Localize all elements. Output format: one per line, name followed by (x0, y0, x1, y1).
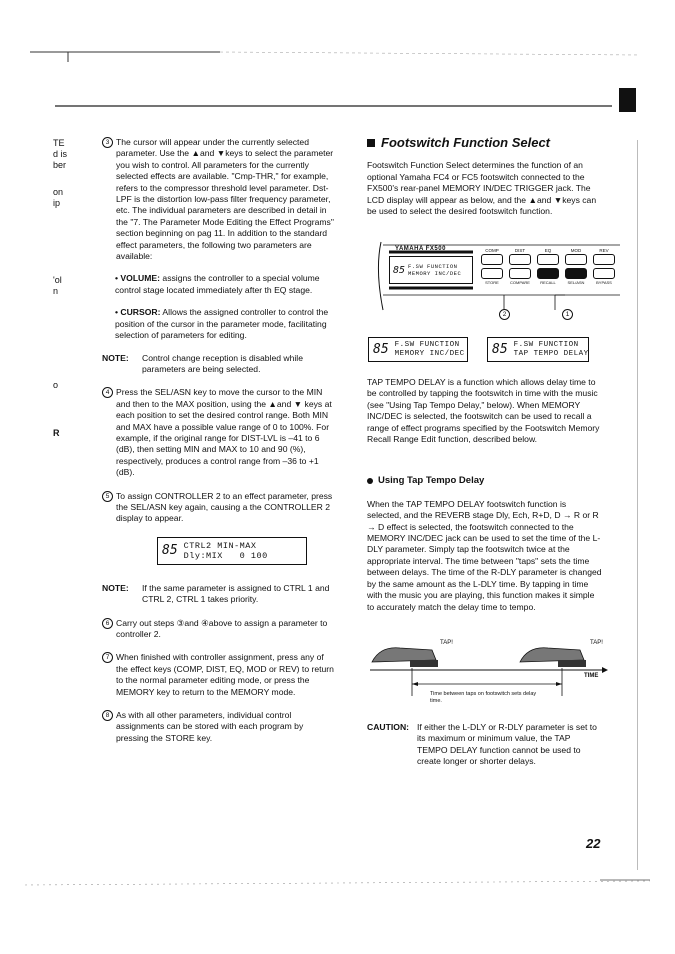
key-store[interactable] (481, 268, 503, 285)
key-rev[interactable] (593, 248, 615, 265)
page-number: 22 (586, 836, 601, 851)
bullet-dot-icon (367, 478, 373, 484)
lcd-line-2: MEMORY INC/DEC (394, 349, 465, 358)
right-margin-line (637, 140, 638, 870)
margin-text: TE d is ber (53, 138, 68, 170)
lcd-program-number: 85 (373, 342, 389, 357)
key-comp[interactable] (481, 248, 503, 265)
key-label: COMPARE (510, 280, 530, 285)
step-text: When finished with controller assignment, press any of the effect keys (COMP, DIST, EQ, MOD or REV) to return to the normal parameter editing mode, or press the MEMORY key to return to the MEMORY mode. (116, 652, 334, 697)
key-label: DIST (514, 248, 526, 253)
footswitch-graphics (370, 640, 610, 720)
subheading-text: Using Tap Tempo Delay (378, 475, 485, 487)
heading-text: Footswitch Function Select (381, 135, 551, 150)
step-7 (102, 652, 334, 698)
key-label: STORE (485, 280, 499, 285)
key-sel-asn[interactable] (565, 268, 587, 285)
step-text: The cursor will appear under the currently selected parameter. Use the ▲and ▼keys to select the parameter you wish to control. All parameters for the currently selected effects are available. "Cmp-THR," for example, refers to the compressor threshold level parameter. Dst-LPF is the distortion low-pass filter frequency parameter, etc. The individual parameters are described in detail in the "7. The Parameter Mode Editing the Effect Programs" section beginning on pag 11. In addition to the standard effect parameters, the following two parameters are available: (116, 137, 334, 262)
caution (367, 722, 602, 768)
margin-text: 'ol n (53, 275, 62, 296)
lcd-line-2: TAP TEMPO DELAY (513, 349, 589, 358)
caution-label: CAUTION: (367, 722, 410, 732)
lcd-line-2: Dly:MIX 0 100 (183, 550, 268, 561)
lcd-line-1: CTRL2 MIN-MAX (183, 540, 257, 551)
panel-lcd-number: 85 (393, 264, 406, 276)
effect-keys (481, 248, 621, 265)
key-bypass[interactable] (593, 268, 615, 285)
step-number: 8 (102, 710, 113, 721)
tap-text: TAP TEMPO DELAY is a function which allows delay time to be controlled by tapping the footswitch in time with the music (see "Using Tap Tempo Delay," below). When MEMORY INC/DEC is selected, the footswitch can be used to recall a range of effect programs specified by the Footswitch Memory Recall Range Edit function, described below. (367, 377, 600, 445)
lcd-program-number: 85 (162, 542, 178, 558)
panel-lcd-line-2: MEMORY INC/DEC (408, 270, 462, 277)
brand-logo: YAMAHA FX500 (395, 246, 446, 252)
tap-label-1: TAP! (440, 640, 453, 646)
thumb-tab (619, 88, 636, 112)
lcd-memory-inc-dec (368, 337, 468, 362)
key-label: COMP (485, 248, 499, 253)
tap-diagram (370, 640, 610, 720)
using-text: When the TAP TEMPO DELAY footswitch function is selected, and the REVERB stage Dly, Ech, R+D, D → R or R → D effect is selected, the footswitch connected to the MEMORY INC/DEC jack can be used to set the time of the L-DLY parameter. Simply tap the footswitch twice at the appropriate interval. The time between "taps" sets the time between delays. The time of the R-DLY parameter is changed by the same amount as the L-DLY time. By tapping in time with the music you are playing, this function makes it simple to accurately match the delay time to tempo. (367, 498, 602, 612)
header-rule (0, 0, 675, 120)
caution-text: If either the L-DLY or R-DLY parameter is set to its maximum or minimum value, the TAP TEMPO DELAY function cannot be used to create longer or shorter delays. (417, 722, 597, 767)
key-label: REV (599, 248, 609, 253)
step-8 (102, 710, 334, 744)
lcd-ctrl2 (157, 537, 307, 565)
lcd-program-number: 85 (492, 342, 508, 357)
note-label: NOTE: (102, 352, 129, 363)
step-text: To assign CONTROLLER 2 to an effect parameter, press the SEL/ASN key again, causing a the CONTROLLER 2 display to appear. (116, 490, 333, 524)
margin-text: R (53, 428, 60, 438)
key-label: SEL/ASN (567, 280, 585, 285)
step-3 (102, 137, 334, 262)
note-2 (102, 583, 334, 606)
cursor-label: • CURSOR: (115, 307, 161, 318)
callout-1: 1 (562, 309, 573, 320)
subheading (367, 475, 602, 486)
step-text: Carry out steps ③and ④above to assign a parameter to controller 2. (116, 617, 328, 639)
tap-label-2: TAP! (590, 640, 603, 646)
key-label: EQ (544, 248, 552, 253)
fx500-panel (375, 240, 625, 320)
cursor-text: Allows the assigned controller to control the position of the cursor in the parameter mode, facilitating selection of parameters for editing. (115, 307, 329, 341)
volume-text: assigns the controller to a special volume control stage located immediately after th EQ stage. (115, 273, 320, 295)
note-1 (102, 353, 334, 376)
step-number: 3 (102, 137, 113, 148)
step-number: 6 (102, 618, 113, 629)
margin-text: on ip (53, 187, 64, 208)
volume-item (102, 273, 334, 296)
cursor-item (102, 307, 334, 341)
margin-text: o (53, 380, 59, 390)
step-number: 4 (102, 387, 113, 398)
right-column (367, 137, 602, 217)
key-label: MOD (570, 248, 582, 253)
step-text: As with all other parameters, individual control assignments can be stored with each program by pressing the STORE key. (116, 710, 304, 743)
function-keys (481, 268, 621, 285)
key-dist[interactable] (509, 248, 531, 265)
step-6 (102, 618, 334, 641)
key-eq[interactable] (537, 248, 559, 265)
heading-square-icon (367, 139, 375, 147)
key-recall[interactable] (537, 268, 559, 285)
panel-lcd (389, 256, 473, 284)
note-text: If the same parameter is assigned to CTRL 1 and CTRL 2, CTRL 1 takes priority. (142, 582, 330, 605)
note-text: Control change reception is disabled while parameters are being selected. (142, 352, 303, 374)
step-4 (102, 387, 334, 478)
note-label: NOTE: (102, 582, 129, 593)
footer-rule (0, 860, 675, 900)
step-text: Press the SEL/ASN key to move the cursor to the MIN and then to the MAX position, using the ▲and ▼ keys at each position to set the desired control range. Both MIN and MAX have a possible value range of 0 to 100%. For example, if the original range for DIST-LVL is –41 to 6 (dB), then setting MIN and MAX to 10 and 90 (%), respectively, produces a control range from –36 to +1 (dB). (116, 387, 332, 478)
section-heading (367, 137, 602, 148)
intro-text: Footswitch Function Select determines the function of an optional Yamaha FC4 or FC5 footswitch connected to the FX500's rear-panel MEMORY IN/DEC TRIGGER jack. The LCD display will appear as below, and the ▲and ▼keys can be used to select the desired footswitch function. (367, 160, 597, 217)
step-5 (102, 491, 334, 525)
callout-2: 2 (499, 309, 510, 320)
left-column (102, 137, 334, 744)
time-label: TIME (584, 673, 599, 679)
panel-lcd-line-1: F.SW FUNCTION (408, 263, 458, 270)
lcd-line-1: F.SW FUNCTION (394, 340, 460, 349)
lcd-tap-tempo (487, 337, 589, 362)
key-label: BYPASS (596, 280, 612, 285)
step-number: 7 (102, 652, 113, 663)
key-compare[interactable] (509, 268, 531, 285)
key-mod[interactable] (565, 248, 587, 265)
diagram-caption: Time between taps on footswitch sets delay time. (430, 691, 537, 704)
step-number: 5 (102, 491, 113, 502)
key-label: RECALL (540, 280, 556, 285)
lcd-line-1: F.SW FUNCTION (513, 340, 579, 349)
volume-label: • VOLUME: (115, 273, 161, 284)
right-lower (367, 377, 602, 613)
